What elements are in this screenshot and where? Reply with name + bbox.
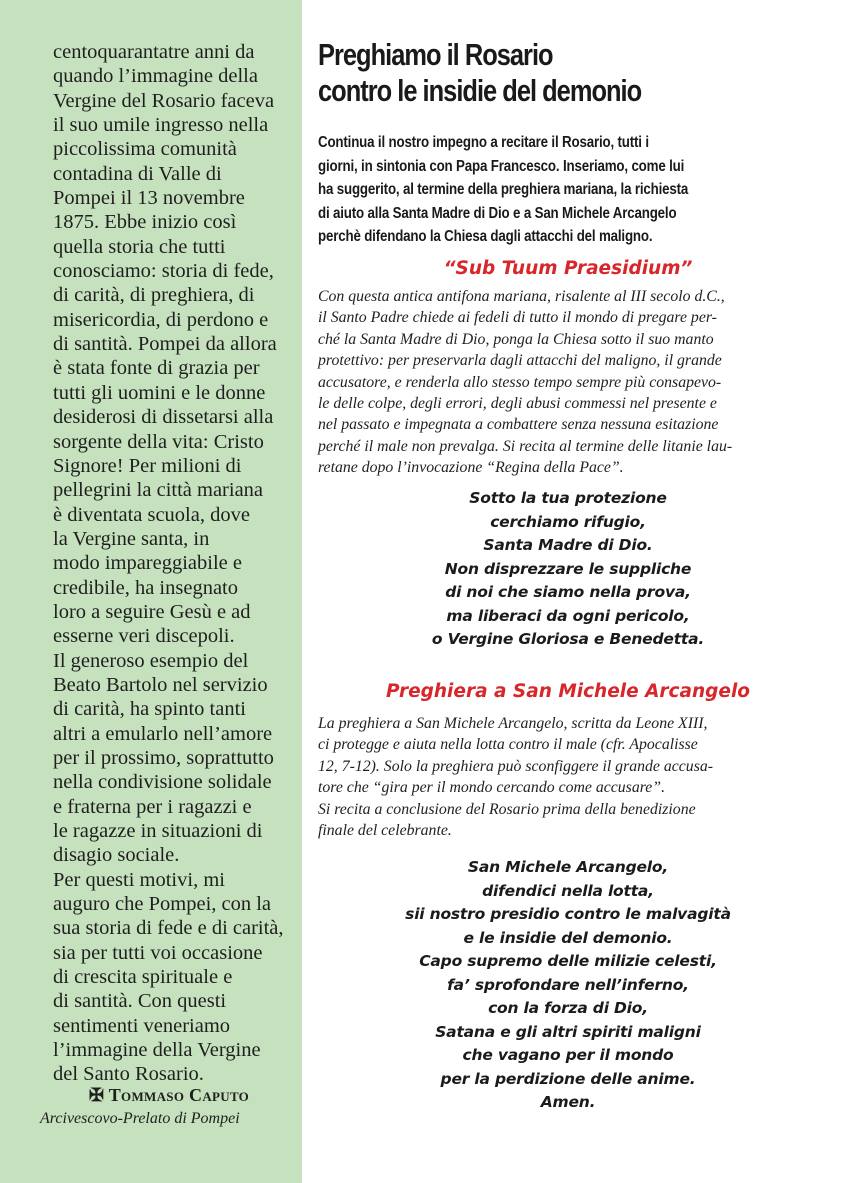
text-line: pellegrini la città mariana xyxy=(53,479,264,502)
text-line: loro a seguire Gesù e ad xyxy=(53,600,251,623)
body-line: Con questa antica antifona mariana, risalente al III secolo d.C., xyxy=(318,288,725,305)
body-line: perché il male non prevalga. Si recita al termine delle litanie lau- xyxy=(318,437,733,455)
body-line: nel passato e impegnata a combattere senza nessuna esitazione xyxy=(318,416,719,434)
signature-block xyxy=(40,1085,280,1128)
text-line: desiderosi di dissetarsi alla xyxy=(53,406,274,429)
intro-line: giorni, in sintonia con Papa Francesco. Inseriamo, come lui xyxy=(318,157,685,175)
text-line: disagio sociale. xyxy=(53,844,180,867)
intro-paragraph xyxy=(318,131,808,249)
text-line: del Santo Rosario. xyxy=(53,1063,204,1086)
section-title-sub-tuum: “Sub Tuum Praesidium” xyxy=(443,258,693,279)
prayer-line: Santa Madre di Dio. xyxy=(483,536,653,554)
text-line: esserne veri discepoli. xyxy=(53,625,235,648)
text-line: sorgente della vita: Cristo xyxy=(53,430,264,453)
prayer-line: Satana e gli altri spiriti maligni xyxy=(435,1022,701,1041)
text-line: quella storia che tutti xyxy=(53,235,226,258)
text-line: auguro che Pompei, con la xyxy=(53,893,272,916)
text-line: quando l’immagine della xyxy=(53,65,258,88)
body-line: finale del celebrante. xyxy=(318,822,452,840)
text-line: Beato Bartolo nel servizio xyxy=(53,673,268,696)
text-line: sentimenti veneriamo xyxy=(53,1014,231,1037)
prayer-san-michele xyxy=(318,856,818,1115)
intro-line: Continua il nostro impegno a recitare il Rosario, tutti i xyxy=(318,134,649,151)
body-line: tore che “gira per il mondo cercando come accusare”. xyxy=(318,779,666,797)
body-line: il Santo Padre chiede ai fedeli di tutto il mondo di pregare per- xyxy=(318,309,717,327)
text-line: di crescita spirituale e xyxy=(53,966,233,989)
left-column xyxy=(0,0,302,1183)
text-line: Signore! Per milioni di xyxy=(53,454,242,477)
section-title-san-michele: Preghiera a San Michele Arcangelo xyxy=(385,681,751,702)
title-line: contro le insidie del demonio xyxy=(318,73,642,108)
prayer-line: fa’ sprofondare nell’inferno, xyxy=(447,975,689,994)
text-line: credibile, ha insegnato xyxy=(53,576,239,599)
intro-line: perchè difendano la Chiesa dagli attacchi del maligno. xyxy=(318,228,653,245)
prayer-line: San Michele Arcangelo, xyxy=(467,858,669,876)
body-line: protettivo: per preservarla dagli attacchi del maligno, il grande xyxy=(318,352,722,370)
prayer-line: Amen. xyxy=(540,1093,596,1111)
prayer-line: sii nostro presidio contro le malvagità xyxy=(405,905,731,923)
prayer-line: Sotto la tua protezione xyxy=(469,489,667,507)
prayer-line: di noi che siamo nella prova, xyxy=(445,583,691,601)
page-title xyxy=(318,37,738,109)
prayer-line: con la forza di Dio, xyxy=(488,999,648,1017)
body-line: ché la Santa Madre di Dio, ponga la Chiesa sotto il suo manto xyxy=(318,330,714,348)
text-line: e fraterna per i ragazzi e xyxy=(53,795,252,818)
text-line: conosciamo: storia di fede, xyxy=(53,260,274,283)
text-line: di santità. Pompei da allora xyxy=(53,333,277,356)
text-line: l’immagine della Vergine xyxy=(53,1039,261,1062)
prayer-line: o Vergine Gloriosa e Benedetta. xyxy=(431,630,705,648)
intro-line: ha suggerito, al termine della preghiera mariana, la richiesta xyxy=(318,181,689,198)
prayer-line: cerchiamo rifugio, xyxy=(490,512,646,531)
text-line: per il prossimo, soprattutto xyxy=(53,746,274,769)
text-line: di santità. Con questi xyxy=(53,990,227,1013)
text-line: 1875. Ebbe inizio così xyxy=(53,211,237,234)
signature-role: Arcivescovo-Prelato di Pompei xyxy=(40,1110,240,1127)
text-line: il suo umile ingresso nella xyxy=(53,114,269,137)
text-line: piccolissima comunità xyxy=(53,138,237,161)
intro-line: di aiuto alla Santa Madre di Dio e a San Michele Arcangelo xyxy=(318,204,677,222)
body-line: le delle colpe, degli errori, degli abusi commessi nel presente e xyxy=(318,395,717,413)
prayer-line: Non disprezzare le suppliche xyxy=(444,559,692,578)
text-line: altri a emularlo nell’amore xyxy=(53,722,273,745)
text-line: nella condivisione solidale xyxy=(53,771,272,794)
text-line: Per questi motivi, mi xyxy=(53,868,225,891)
text-line: contadina di Valle di xyxy=(53,162,222,185)
body-line: La preghiera a San Michele Arcangelo, scritta da Leone XIII, xyxy=(318,715,708,732)
body-line: Si recita a conclusione del Rosario prima della benedizione xyxy=(318,800,696,818)
prayer-line: difendici nella lotta, xyxy=(482,881,654,900)
prayer-line: che vagano per il mondo xyxy=(462,1046,674,1064)
text-line: le ragazze in situazioni di xyxy=(53,820,263,842)
text-line: di carità, ha spinto tanti xyxy=(53,698,246,721)
prayer-line: Capo supremo delle milizie celesti, xyxy=(419,952,717,970)
prayer-line: per la perdizione delle anime. xyxy=(440,1069,696,1088)
text-line: Pompei il 13 novembre xyxy=(53,187,245,210)
signature-name: ✠ Tommaso Caputo xyxy=(88,1085,250,1105)
body-line: accusatore, e renderla allo stesso tempo sempre più consapevo- xyxy=(318,373,722,391)
body-line: 12, 7-12). Solo la preghiera può sconfiggere il grande accusa- xyxy=(318,757,714,775)
text-line: centoquarantatre anni da xyxy=(53,41,255,63)
text-line: è stata fonte di grazia per xyxy=(53,357,260,380)
section-body-sub-tuum xyxy=(318,286,818,479)
text-line: sua storia di fede e di carità, xyxy=(53,917,284,940)
text-line: misericordia, di perdono e xyxy=(53,308,269,331)
left-column-text xyxy=(53,40,293,1087)
text-line: Vergine del Rosario faceva xyxy=(53,89,275,112)
prayer-line: ma liberaci da ogni pericolo, xyxy=(446,606,690,625)
body-line: ci protegge e aiuta nella lotta contro il male (cfr. Apocalisse xyxy=(318,736,698,754)
text-line: Il generoso esempio del xyxy=(53,649,249,672)
text-line: modo impareggiabile e xyxy=(53,552,242,575)
body-line: retane dopo l’invocazione “Regina della Pace”. xyxy=(318,459,624,477)
text-line: sia per tutti voi occasione xyxy=(53,941,263,964)
text-line: la Vergine santa, in xyxy=(53,527,210,550)
title-line: Preghiamo il Rosario xyxy=(318,37,553,72)
prayer-sub-tuum xyxy=(318,487,818,652)
text-line: è diventata scuola, dove xyxy=(53,503,250,526)
text-line: tutti gli uomini e le donne xyxy=(53,381,266,404)
text-line: di carità, di preghiera, di xyxy=(53,284,255,307)
prayer-line: e le insidie del demonio. xyxy=(463,928,673,947)
section-body-san-michele xyxy=(318,713,818,841)
